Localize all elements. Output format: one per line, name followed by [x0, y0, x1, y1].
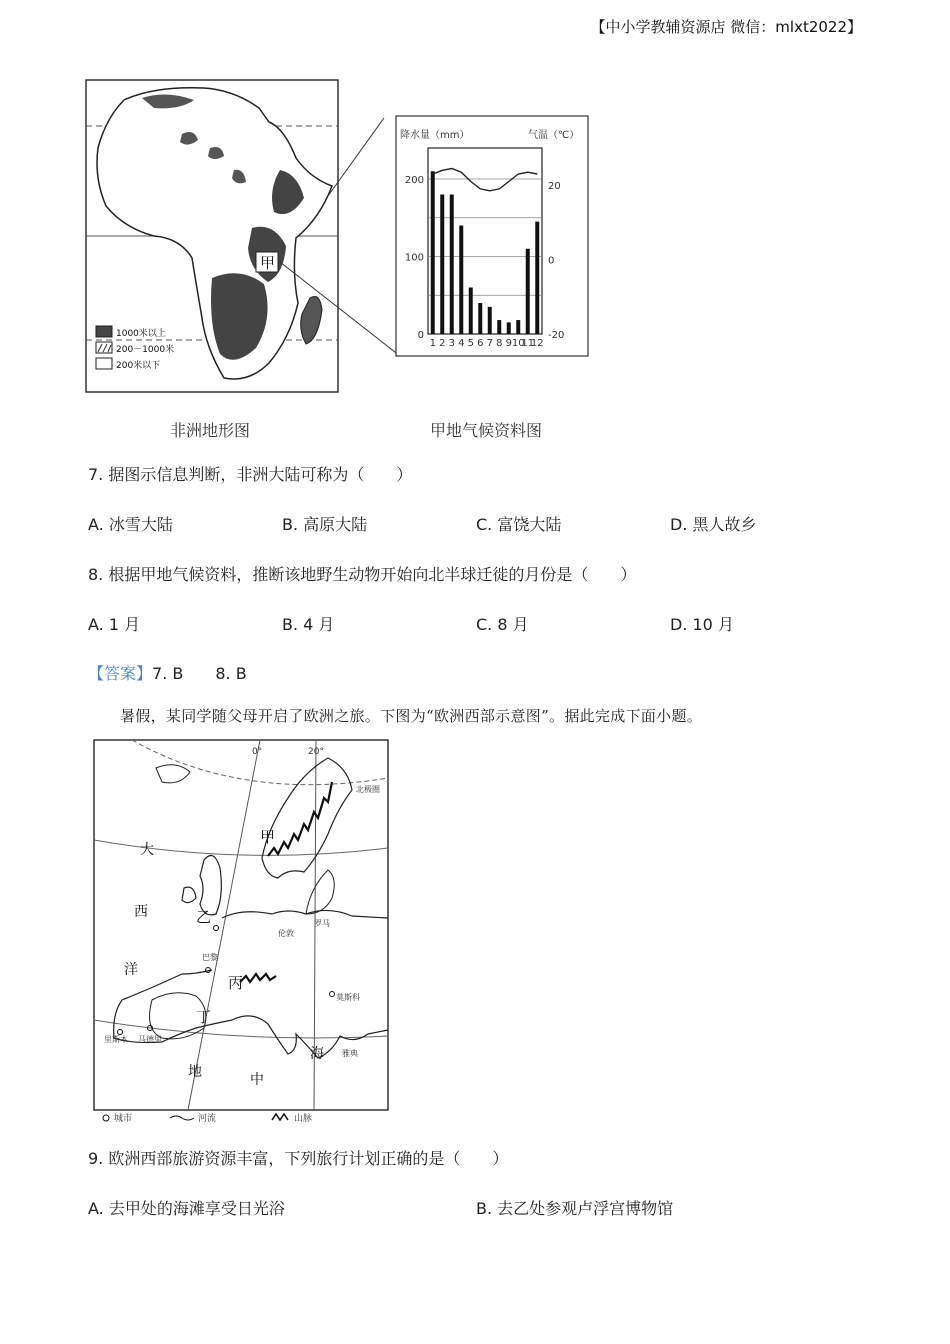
caption-climate-chart: 甲地气候资料图	[430, 421, 543, 440]
climate-month-tick: 4	[458, 338, 465, 349]
question-7-stem: 7. 据图示信息判断，非洲大陆可称为（ ）	[88, 465, 413, 484]
climate-month-tick: 5	[467, 338, 474, 349]
climate-month-tick: 2	[439, 338, 446, 349]
climate-month-tick: 8	[496, 338, 503, 349]
climate-right-tick: 20	[548, 181, 561, 193]
q7-option-a[interactable]: A. 冰雪大陆	[88, 515, 173, 534]
q7-option-d[interactable]: D. 黑人故乡	[670, 515, 757, 534]
q9-option-a[interactable]: A. 去甲处的海滩享受日光浴	[88, 1199, 285, 1218]
question-9-stem: 9. 欧洲西部旅游资源丰富，下列旅行计划正确的是（ ）	[88, 1149, 509, 1168]
climate-left-tick: 100	[404, 252, 424, 264]
climate-month-tick: 7	[486, 338, 493, 349]
precipitation-bar-4	[459, 226, 463, 335]
climate-month-tick: 10	[511, 338, 525, 349]
precipitation-bar-6	[478, 303, 482, 334]
label-yi: 乙	[196, 908, 212, 926]
q8-option-c[interactable]: C. 8 月	[476, 615, 529, 634]
climate-month-tick: 11	[521, 338, 535, 349]
label-hai: 海	[310, 1046, 324, 1062]
label-moscow: 莫斯科	[336, 993, 360, 1002]
climate-right-tick: -20	[548, 330, 565, 341]
answer-line	[88, 661, 247, 684]
legend-river-label: 河流	[198, 1114, 217, 1124]
label-lon0: 0°	[252, 747, 263, 757]
precipitation-bar-1	[431, 171, 435, 334]
climate-ylabel-left: 降水量（mm）	[400, 130, 470, 141]
precipitation-bar-5	[469, 288, 473, 335]
legend-mountain-symbol	[272, 1114, 288, 1120]
precipitation-bar-12	[535, 222, 539, 334]
label-bing: 丙	[228, 974, 244, 992]
europe-intro-text: 暑假，某同学随父母开启了欧洲之旅。下图为“欧洲西部示意图”。据此完成下面小题。	[120, 707, 703, 725]
climate-left-tick: 0	[417, 330, 424, 341]
marker-jia: 甲	[260, 254, 276, 272]
figure-africa	[84, 78, 604, 396]
label-london: 伦敦	[278, 929, 294, 938]
q7-option-c[interactable]: C. 富饶大陆	[476, 515, 562, 534]
precipitation-bar-9	[507, 322, 511, 334]
label-zhong: 中	[250, 1072, 264, 1088]
label-lisbon: 里斯本	[104, 1035, 128, 1044]
climate-chart-frame	[396, 116, 588, 356]
label-lon20: 20°	[308, 747, 324, 757]
label-madrid: 马德里	[138, 1035, 162, 1044]
label-da: 大	[140, 842, 154, 858]
q8-option-d[interactable]: D. 10 月	[670, 615, 734, 634]
legend-mountain-label: 山脉	[294, 1114, 313, 1124]
climate-month-tick: 1	[429, 338, 436, 349]
figure-europe	[92, 738, 392, 1124]
legend-swatch-high	[96, 326, 112, 337]
label-athens: 雅典	[342, 1049, 358, 1058]
climate-month-tick: 9	[505, 338, 512, 349]
climate-month-tick: 3	[448, 338, 455, 349]
label-ding: 丁	[196, 1008, 212, 1026]
label-yang: 洋	[124, 962, 138, 978]
climate-month-tick: 6	[477, 338, 484, 349]
precipitation-bar-11	[526, 249, 530, 334]
label-di: 地	[188, 1064, 202, 1080]
answer-tag: 【答案】	[88, 664, 153, 683]
precipitation-bar-3	[450, 195, 454, 335]
page-header: 【中小学教辅资源店 微信：mlxt2022】	[590, 18, 862, 36]
q8-option-a[interactable]: A. 1 月	[88, 615, 141, 634]
legend-river-symbol	[170, 1116, 194, 1120]
label-jia: 甲	[260, 828, 276, 846]
label-rome: 罗马	[314, 919, 330, 928]
caption-africa-map: 非洲地形图	[170, 421, 251, 440]
legend-label-mid: 200－1000米	[116, 345, 175, 355]
q7-option-b[interactable]: B. 高原大陆	[282, 515, 368, 534]
q9-option-b[interactable]: B. 去乙处参观卢浮宫博物馆	[476, 1199, 674, 1218]
legend-city-symbol	[103, 1115, 109, 1121]
precipitation-bar-10	[516, 320, 520, 334]
legend-label-high: 1000米以上	[116, 329, 166, 339]
precipitation-bar-8	[497, 320, 501, 334]
answer-text: 7. B 8. B	[152, 664, 247, 683]
label-paris: 巴黎	[202, 953, 218, 962]
question-8-stem: 8. 根据甲地气候资料，推断该地野生动物开始向北半球迁徙的月份是（ ）	[88, 565, 637, 584]
climate-month-tick: 12	[530, 338, 544, 349]
q8-option-b[interactable]: B. 4 月	[282, 615, 335, 634]
climate-right-tick: 0	[548, 255, 555, 267]
label-arctic: 北极圈	[356, 785, 380, 794]
label-xi: 西	[134, 904, 148, 920]
climate-ylabel-right: 气温（℃）	[528, 130, 580, 141]
legend-swatch-low	[96, 358, 112, 369]
legend-city-label: 城市	[114, 1114, 133, 1124]
legend-label-low: 200米以下	[116, 361, 161, 371]
climate-left-tick: 200	[404, 175, 424, 186]
precipitation-bar-2	[440, 195, 444, 335]
precipitation-bar-7	[488, 307, 492, 334]
